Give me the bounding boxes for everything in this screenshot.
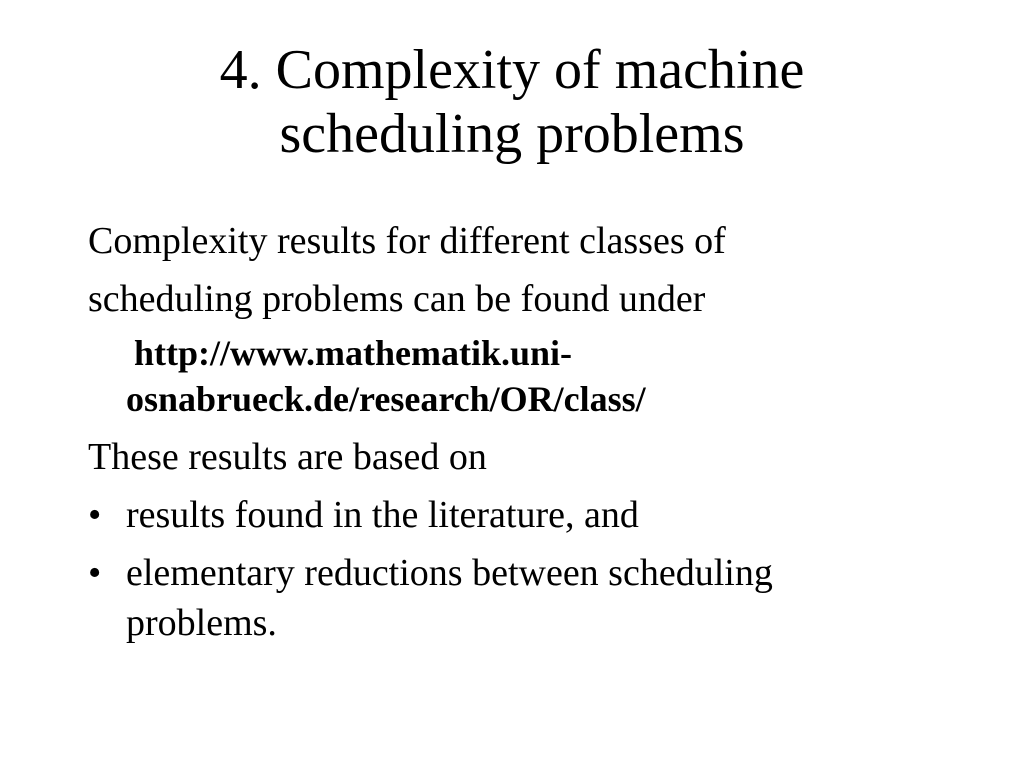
based-on-text: These results are based on bbox=[88, 436, 487, 478]
bullet-text-line-2: problems. bbox=[126, 602, 277, 644]
bullet-item bbox=[88, 486, 968, 544]
url-line-2: osnabrueck.de/research/OR/class/ bbox=[126, 379, 646, 419]
bullet-text-line-1: elementary reductions between scheduling bbox=[126, 552, 773, 594]
bullet-item bbox=[88, 544, 968, 652]
slide-title-line-1: 4. Complexity of machine bbox=[219, 39, 805, 101]
slide-body bbox=[88, 212, 968, 652]
bullet-text-line-1: results found in the literature, and bbox=[126, 494, 639, 536]
bullet-text bbox=[126, 544, 968, 652]
bullet-dot-icon: • bbox=[88, 552, 102, 594]
intro-line-2: scheduling problems can be found under bbox=[88, 278, 706, 320]
slide-title bbox=[0, 38, 1024, 166]
slide-title-line-2: scheduling problems bbox=[279, 103, 745, 165]
bullet-dot-icon: • bbox=[88, 494, 102, 536]
url-line-1: http://www.mathematik.uni- bbox=[134, 333, 573, 373]
intro-line-1: Complexity results for different classes of bbox=[88, 220, 726, 262]
url-link[interactable] bbox=[126, 330, 968, 422]
